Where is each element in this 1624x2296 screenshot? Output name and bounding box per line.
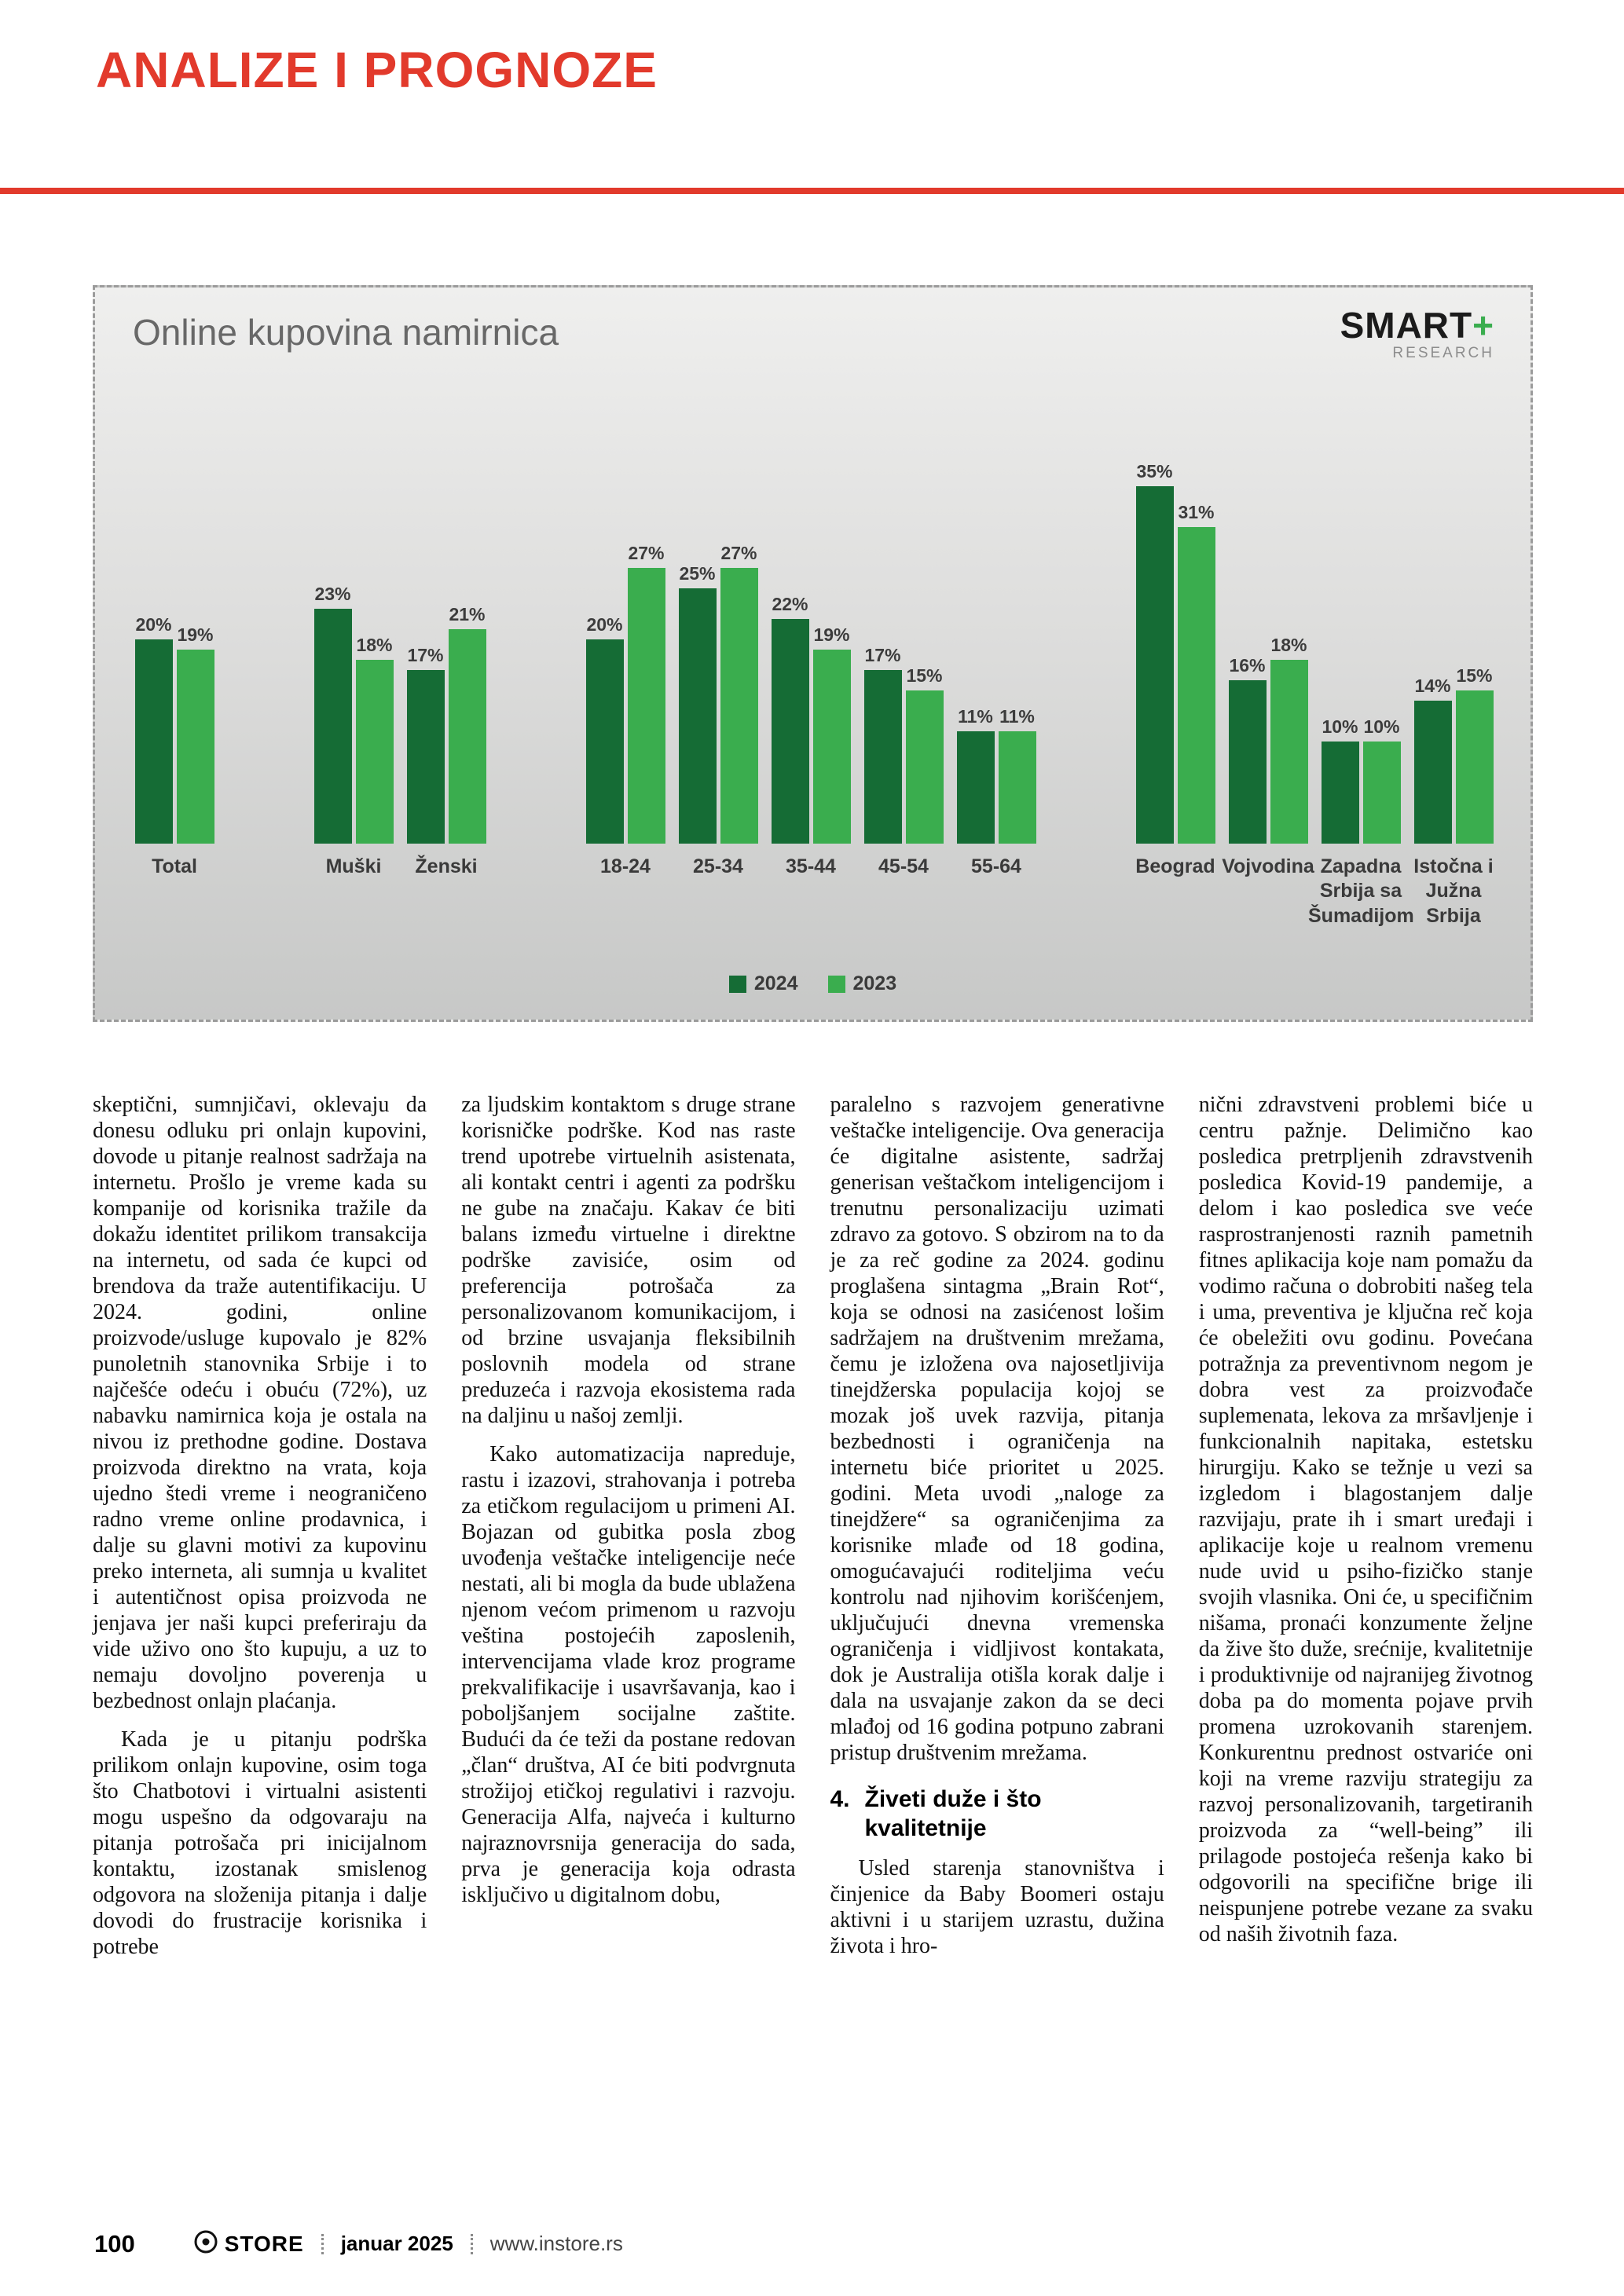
bar-value-label: 14% [1414, 676, 1451, 696]
store-logo-icon [193, 2229, 218, 2258]
bar-2023 [1363, 742, 1401, 844]
bar-value-label: 20% [135, 614, 172, 635]
bar-2024 [1322, 742, 1359, 844]
category-label: Total [152, 855, 197, 877]
bar-2024 [586, 639, 624, 844]
category-label: 35-44 [786, 855, 836, 877]
bar-2023 [813, 650, 851, 844]
category-label: 18-24 [600, 855, 651, 877]
header-rule [0, 188, 1624, 194]
category-label: 45-54 [878, 855, 929, 877]
bar-value-label: 10% [1363, 716, 1400, 737]
bar-value-label: 18% [356, 635, 393, 655]
bar-value-label: 11% [958, 706, 993, 727]
category-label: Ženski [415, 855, 478, 877]
article-column-2 [461, 1092, 795, 1960]
bar-2023 [1456, 690, 1494, 844]
logo-subtitle: RESEARCH [1392, 345, 1494, 362]
article-column-4 [1199, 1092, 1533, 1960]
bar-value-label: 15% [1456, 665, 1493, 686]
bar-pair [314, 435, 394, 844]
chart-category-group [1222, 435, 1314, 879]
bar-wrap [999, 706, 1036, 844]
bar-pair [864, 435, 944, 844]
bar-2023 [628, 568, 665, 844]
paragraph: Kako automatizacija napreduje, rastu i izazovi, strahovanja i potreba za etičkom regulacijom u primeni AI. Bojazan od gubitka posla zbog uvođenja veštačke inteligencije neće nestati, ali bi mogla da bude ublažena njenom većom primenom u razvoju veština postojećih zaposlenih, intervencijama vlade kroz programe prekvalifikacije i usavršavanja, kao i poboljšanjem socijalne zaštite. Budući da će teži da postane redovan „član“ društva, AI će biti podvrgnuta strožijoj etičkoj regulativi i razvoju. Generacija Alfa, najveća i kulturno najraznovrsnija generacija do sada, prva je generacija koja odrasta isključivo u digitalnom dobu, [461, 1442, 796, 1907]
bar-value-label: 27% [628, 543, 665, 563]
bar-pair [586, 435, 665, 844]
plus-icon: + [1472, 305, 1494, 346]
bar-2023 [177, 650, 214, 844]
chart-category-group [307, 435, 400, 879]
legend-label: 2024 [753, 972, 798, 994]
paragraph: Usled starenja stanovništva i činjenice da Baby Boomeri ostaju aktivni i u starijem uzrastu, dužina života i hro- [830, 1856, 1164, 1958]
bar-pair [957, 435, 1036, 844]
paragraph: nični zdravstveni problemi biće u centru pažnje. Delimično kao posledica pretrpljenih zdravstvenih posledica Kovid-19 pandemije, a delom i kao posledica sve veće rasprostranjenosti raznih pametnih fitnes aplikacija koje nam pomažu da vodimo računa o dobrobiti našeg tela i uma, preventiva je ključna reč koja će obeležiti ovu godinu. Povećana potražnja za preventivnom negom je dobra vest za proizvođače suplemenata, lekova za mršavljenje i funkcionalnih napitaka, estetsku hirurgiju. Kako se težnje u vezi sa izgledom i blagostanjem dalje razvijaju, prate ih i smart uređaji i aplikacije koje u realnom vremenu nude uvid u psiho-fizičko stanje svojih vlasnika. Oni će, u specifičnim nišama, pronaći konzumente željne da žive što duže, srećnije, kvalitetnije i produktivnije od najranijeg životnog doba pa do momenta pojave prvih promena uzrokovanih starenjem. Konkurentnu prednost ostvariće oni koji na vreme razviju strategiju za razvoj personalizovanih, targetiranih proizvoda za “well-being” ili prilagode postojeća rešenja kako bi odgovorili na specifične brige ili neispunjene potrebe vezane za svaku od naših životnih faza. [1198, 1093, 1533, 1946]
paragraph: skeptični, sumnjičavi, oklevaju da donesu odluku pri onlajn kupovini, dovode u pitanje realnost sadržaja na internetu. Prošlo je vreme kada su kompanije od korisnika tražile da dokažu identitet prilikom transakcija na internetu, od sada će kupci od brendova da traže autentifikaciju. U 2024. godini, online proizvode/usluge kupovalo je 82% punoletnih stanovnika Srbije i to najčešće odeću i obuću (72%), uz nabavku namirnica koja je ostala na nivou iz prethodne godine. Dostava proizvoda direktno na vrata, koja ujedno štedi vreme i neograničeno radno vreme online prodavnica, i dalje su glavni motivi za kupovinu preko interneta, ali sumnja u kvalitet i autentičnost opisa proizvoda ne jenjava jer naši kupci preferiraju da vide uživo ono što kupuju, a uz to nemaju dovoljno poverenja u bezbednost onlajn plaćanja. [93, 1093, 427, 1713]
bar-value-label: 19% [177, 624, 214, 645]
chart-title: Online kupovina namirnica [133, 312, 559, 353]
bar-value-label: 27% [720, 543, 757, 563]
chart-category-group [128, 435, 221, 879]
bar-wrap [356, 635, 394, 844]
bar-wrap [679, 563, 717, 844]
bar-wrap [586, 614, 624, 844]
article-column-1 [93, 1092, 427, 1960]
article-body [93, 1092, 1533, 1960]
bar-pair [1229, 435, 1308, 844]
legend-label: 2023 [852, 972, 897, 994]
chart-legend [95, 972, 1531, 995]
bar-value-label: 23% [314, 584, 351, 604]
category-label: Vojvodina [1222, 855, 1314, 877]
bar-2024 [1136, 486, 1174, 844]
bar-2024 [679, 588, 717, 844]
legend-item-2024 [729, 972, 798, 995]
section-heading [830, 1785, 1164, 1843]
bar-wrap [449, 604, 486, 844]
logo-brand-text: SMART [1340, 305, 1473, 346]
bar-wrap [720, 543, 758, 844]
chart-category-group [1407, 435, 1500, 928]
bar-value-label: 20% [586, 614, 623, 635]
section-heading-number: 4. [830, 1786, 850, 1812]
bar-wrap [1270, 635, 1308, 844]
footer-separator [321, 2234, 324, 2254]
category-label: 55-64 [971, 855, 1021, 877]
bar-2023 [999, 731, 1036, 844]
bar-2023 [906, 690, 944, 844]
bar-value-label: 11% [999, 706, 1035, 727]
bar-2024 [314, 609, 352, 844]
bar-2024 [407, 670, 445, 844]
bar-wrap [1178, 502, 1215, 844]
chart-category-group [857, 435, 950, 879]
bar-2024 [1414, 701, 1452, 844]
chart-category-group [579, 435, 672, 879]
category-label: Zapadna Srbija sa Šumadijom [1308, 855, 1414, 927]
bar-value-label: 25% [679, 563, 716, 584]
bar-wrap [1363, 716, 1401, 844]
bar-pair [679, 435, 758, 844]
bar-value-label: 10% [1322, 716, 1358, 737]
bar-pair [1414, 435, 1494, 844]
chart-category-group [764, 435, 857, 879]
bar-value-label: 16% [1229, 655, 1266, 676]
bar-2023 [720, 568, 758, 844]
legend-swatch [828, 976, 845, 993]
bar-value-label: 21% [449, 604, 486, 624]
bar-wrap [1229, 655, 1267, 844]
issue-date: januar 2025 [340, 2232, 453, 2255]
bar-wrap [1136, 461, 1174, 844]
chart-plot [128, 435, 1498, 928]
bar-pair [772, 435, 851, 844]
bar-wrap [628, 543, 665, 844]
chart-category-group [1129, 435, 1222, 879]
logo-wordmark [1340, 306, 1494, 344]
website-url: www.instore.rs [489, 2232, 623, 2255]
bar-wrap [813, 624, 851, 844]
bar-wrap [1456, 665, 1494, 844]
bar-wrap [1322, 716, 1359, 844]
page-title: ANALIZE I PROGNOZE [96, 42, 658, 98]
bar-2023 [1178, 527, 1215, 844]
paragraph: Kada je u pitanju podrška prilikom onlajn kupovine, osim toga što Chatbotovi i virtualni asistenti mogu uspešno da odgovaraju na pitanja potrošača pri inicijalnom kontaktu, izostanak smislenog odgovora na složenija pitanja i dalje dovodi do frustracije korisnika i potrebe [93, 1727, 427, 1959]
paragraph: za ljudskim kontaktom s druge strane korisničke podrške. Kod nas raste trend upotrebe virtuelnih asistenata, ali kontakt centri i agenti za podršku ne gube na značaju. Kakav će biti balans između virtuelne i direktne podrške zavisiće, osim od preferencija potrošača za personalizovanom komunikacijom, i od brzine usvajanja fleksibilnih poslovnih modela od strane preduzeća i razvoja ekosistema rada na daljinu u našoj zemlji. [461, 1093, 796, 1428]
bar-wrap [314, 584, 352, 844]
bar-value-label: 17% [864, 645, 901, 665]
bar-value-label: 22% [772, 594, 808, 614]
bar-wrap [772, 594, 809, 844]
bar-2024 [772, 619, 809, 844]
page-footer [94, 2229, 623, 2258]
chart-category-group [1308, 435, 1414, 928]
bar-2024 [864, 670, 902, 844]
category-label: Muški [325, 855, 382, 877]
bar-2024 [957, 731, 995, 844]
article-column-3 [830, 1092, 1164, 1960]
section-heading-text: Živeti duže i što kvalitetnije [864, 1786, 1042, 1841]
bar-wrap [407, 645, 445, 844]
category-label: Istočna i Južna Srbija [1413, 855, 1494, 927]
bar-pair [135, 435, 214, 844]
bar-wrap [177, 624, 214, 844]
store-brand-text: STORE [224, 2231, 304, 2256]
chart-category-group [672, 435, 764, 879]
bar-wrap [864, 645, 902, 844]
bar-2023 [356, 660, 394, 844]
bar-value-label: 18% [1270, 635, 1307, 655]
bar-value-label: 15% [906, 665, 943, 686]
bar-2023 [1270, 660, 1308, 844]
chart-category-group [400, 435, 493, 879]
paragraph: paralelno s razvojem generativne veštačke inteligencije. Ova generacija će digitalne asistente, sadržaj generisan veštačkom inteligencijom i trenutnu personalizaciju uzimati zdravo za gotovo. S obzirom na to da je za reč godine za 2024. godinu proglašena sintagma „Brain Rot“, koja se odnosi na zasićenost lošim sadržajem na društvenim mrežama, čemu je izložena ova najosetljivija tinejdžerska populacija kojoj se mozak još uvek razvija, pitanja bezbednosti i ograničenja na internetu biće prioritet u 2025. godini. Meta uvodi „naloge za tinejdžere“ sa ograničenjima za korisnike mlađe od 18 godina, omogućavajući roditeljima veću kontrolu nad njihovim korišćenjem, uključujući dnevna vremenska ograničenja i vidljivost kontakata, dok je Australija otišla korak dalje i dala na usvajanje zakon da se deci mlađoj od 16 godina potpuno zabrani pristup društvenim mrežama. [830, 1093, 1164, 1765]
bar-2024 [1229, 680, 1267, 844]
bar-pair [1136, 435, 1215, 844]
smart-research-logo [1340, 306, 1494, 361]
chart-category-group [950, 435, 1043, 879]
bar-wrap [957, 706, 995, 844]
bar-2023 [449, 629, 486, 844]
page-number: 100 [94, 2229, 135, 2258]
bar-wrap [135, 614, 173, 844]
bar-value-label: 31% [1178, 502, 1215, 522]
bar-pair [407, 435, 486, 844]
chart-panel [93, 285, 1533, 1022]
bar-value-label: 35% [1136, 461, 1173, 482]
bar-wrap [1414, 676, 1452, 844]
bar-wrap [906, 665, 944, 844]
bar-2024 [135, 639, 173, 844]
store-brand [193, 2229, 304, 2258]
category-label: Beograd [1135, 855, 1215, 877]
legend-item-2023 [828, 972, 897, 995]
footer-separator [471, 2234, 473, 2254]
bar-pair [1322, 435, 1401, 844]
bar-value-label: 19% [813, 624, 850, 645]
legend-swatch [729, 976, 746, 993]
category-label: 25-34 [693, 855, 743, 877]
bar-value-label: 17% [407, 645, 444, 665]
